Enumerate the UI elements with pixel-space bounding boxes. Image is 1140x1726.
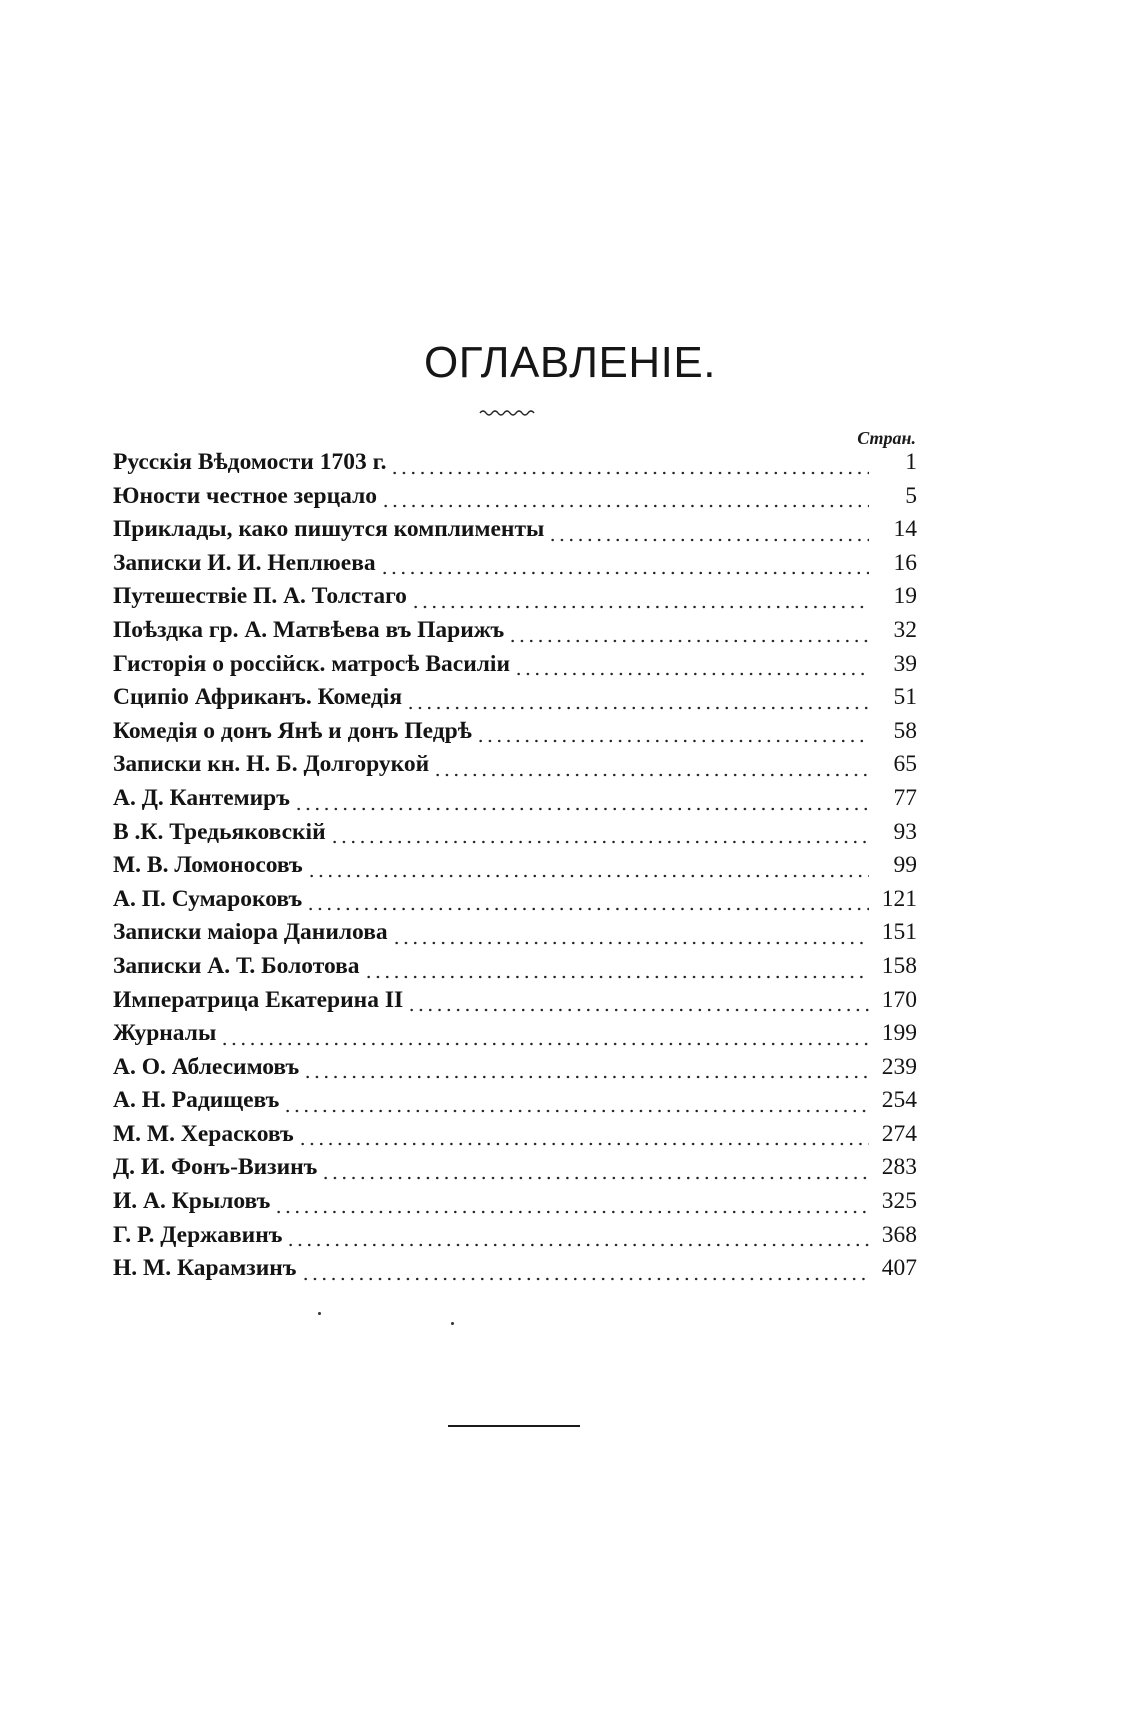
toc-entry-title: Д. И. Фонъ-Визинъ [113, 1154, 318, 1181]
toc-entry-page: 151 [881, 919, 917, 946]
dot-leader [476, 739, 869, 743]
toc-entry-page: 32 [893, 616, 917, 643]
toc-entry-page: 368 [881, 1221, 917, 1248]
dot-leader [330, 840, 869, 844]
page-title: ОГЛАВЛЕНІЕ. [424, 338, 716, 387]
dot-leader [433, 773, 869, 777]
toc-entry-title: И. А. Крыловъ [113, 1188, 271, 1215]
toc-entry-title: Г. Р. Державинъ [113, 1221, 283, 1248]
toc-entry-page: 51 [893, 684, 917, 711]
dot-leader [303, 1075, 869, 1079]
dot-leader [381, 504, 869, 508]
dot-leader [411, 605, 869, 609]
toc-entry-title: М. В. Ломоносовъ [113, 852, 303, 879]
toc-entry-title: Юности честное зерцало [113, 482, 378, 509]
toc-entry-title: Записки кн. Н. Б. Долгорукой [113, 751, 430, 778]
dot-leader [321, 1176, 869, 1180]
dot-leader [274, 1210, 869, 1214]
toc-entry-page: 274 [881, 1120, 917, 1147]
toc-entry-page: 19 [893, 583, 917, 610]
toc-entry [113, 449, 917, 483]
toc-entry-page: 254 [881, 1087, 917, 1114]
dot-leader [407, 1008, 869, 1012]
toc-entry-page: 121 [881, 885, 917, 912]
toc-entry-page: 99 [893, 852, 917, 879]
toc-entry [113, 751, 917, 785]
toc-entry [113, 886, 917, 920]
toc-entry [113, 550, 917, 584]
toc-entry [113, 1255, 917, 1289]
toc-entry-page: 283 [881, 1154, 917, 1181]
dot-leader [364, 975, 869, 979]
toc-entry-title: Русскія Вѣдомости 1703 г. [113, 449, 387, 475]
toc-entry-page: 199 [881, 1020, 917, 1047]
toc-entry-title: Путешествіе П. А. Толстаго [113, 583, 407, 610]
toc-entry [113, 1154, 917, 1188]
toc-entry-page: 5 [905, 482, 917, 509]
dot-leader [286, 1243, 869, 1247]
dot-leader [548, 538, 869, 542]
toc-entry-title: А. О. Аблесимовъ [113, 1053, 300, 1080]
toc-entry [113, 651, 917, 685]
stray-ink-dot [318, 1312, 321, 1315]
toc-entry-title: Н. М. Карамзинъ [113, 1255, 297, 1282]
toc-entry [113, 987, 917, 1021]
toc-entry [113, 1020, 917, 1054]
dot-leader [380, 571, 869, 575]
stray-ink-dot [451, 1322, 454, 1325]
toc-entry [113, 684, 917, 718]
toc-entry-page: 325 [881, 1188, 917, 1215]
toc-entry-page: 65 [893, 751, 917, 778]
toc-entry-page: 58 [893, 717, 917, 744]
toc-entry-title: Записки А. Т. Болотова [113, 952, 360, 979]
page-column-header: Стран. [857, 428, 916, 448]
toc-entry [113, 583, 917, 617]
toc-entry [113, 953, 917, 987]
dot-leader [283, 1109, 869, 1113]
toc-entry-title: Журналы [113, 1020, 217, 1047]
toc-entry-title: Сципіо Африканъ. Комедія [113, 684, 403, 711]
toc-entry [113, 1121, 917, 1155]
dot-leader [220, 1042, 869, 1046]
toc-entry [113, 718, 917, 752]
toc-entry-page: 1 [905, 449, 917, 475]
toc-entry-page: 407 [881, 1255, 917, 1282]
toc-entry-title: Императрица Екатерина II [113, 986, 404, 1013]
toc-entry [113, 1054, 917, 1088]
dot-leader [514, 672, 869, 676]
toc-entry-page: 77 [893, 784, 917, 811]
toc-entry [113, 819, 917, 853]
toc-entry [113, 852, 917, 886]
toc-entry-title: А. П. Сумароковъ [113, 885, 303, 912]
toc-entry-title: В .К. Тредьяковскій [113, 818, 326, 845]
toc-entry [113, 1222, 917, 1256]
toc-entry-title: Гисторія о россійск. матросѣ Василіи [113, 650, 510, 677]
toc-entry-page: 16 [893, 549, 917, 576]
toc-entry [113, 483, 917, 517]
toc-entry [113, 516, 917, 550]
dot-leader [306, 907, 869, 911]
toc-entry-title: А. Д. Кантемиръ [113, 784, 290, 811]
toc-entry-page: 93 [893, 818, 917, 845]
toc-entry-page: 170 [881, 986, 917, 1013]
dot-leader [392, 941, 869, 945]
dot-leader [294, 807, 869, 811]
toc-entry-page: 239 [881, 1053, 917, 1080]
toc-entry [113, 919, 917, 953]
toc-entry-title: Комедія о донъ Янѣ и донъ Педрѣ [113, 717, 472, 744]
toc-entry [113, 785, 917, 819]
dot-leader [301, 1277, 870, 1281]
toc-entry-page: 39 [893, 650, 917, 677]
toc-entry-title: М. М. Херасковъ [113, 1120, 294, 1147]
dot-leader [307, 874, 869, 878]
dot-leader [508, 639, 869, 643]
dot-leader [406, 706, 869, 710]
toc-entry [113, 1188, 917, 1222]
toc-entry-title: А. Н. Радищевъ [113, 1087, 280, 1114]
toc-entry [113, 617, 917, 651]
dot-leader [298, 1142, 869, 1146]
toc-entry-title: Записки маіора Данилова [113, 919, 388, 946]
toc-entry-title: Приклады, како пишутся комплименты [113, 516, 545, 543]
end-rule [448, 1425, 580, 1427]
toc-entry-title: Записки И. И. Неплюева [113, 549, 376, 576]
toc-entry-page: 14 [893, 516, 917, 543]
table-of-contents [113, 449, 917, 1289]
title-ornament [478, 407, 538, 419]
dot-leader [390, 471, 869, 475]
toc-entry-page: 158 [881, 952, 917, 979]
toc-entry-title: Поѣздка гр. А. Матвѣева въ Парижъ [113, 616, 505, 643]
toc-entry [113, 1087, 917, 1121]
